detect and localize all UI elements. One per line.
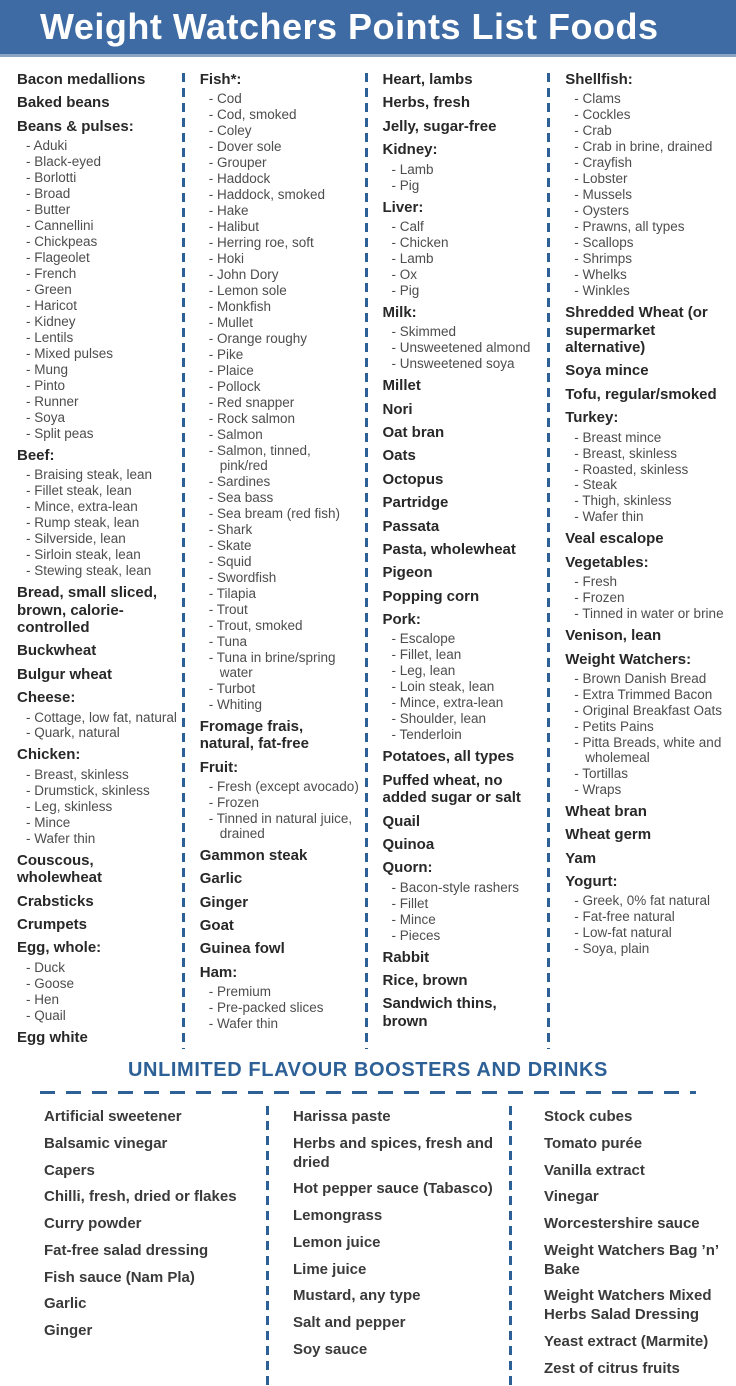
food-list-item: - Sea bream (red fish): [208, 505, 341, 521]
boosters-column-3: [514, 1106, 726, 1386]
food-category-heading: Fruit:: [199, 758, 239, 776]
food-list-item: - Breast, skinless: [574, 445, 678, 461]
food-list-item: - Skimmed: [391, 324, 457, 340]
food-list-item: - Bacon-style rashers: [391, 879, 520, 895]
food-category-heading: Bread, small sliced, brown, calorie-controlled: [17, 584, 158, 636]
food-list-item: - Pig: [391, 177, 420, 193]
food-list-item: - Split peas: [26, 425, 94, 441]
food-category-heading: Ham:: [199, 963, 238, 981]
food-category-heading: Baked beans: [17, 94, 110, 112]
food-list-item: - Greek, 0% fat natural: [574, 893, 711, 909]
food-category-heading: Pork:: [382, 611, 421, 629]
booster-list-item: Garlic: [44, 1295, 87, 1313]
food-category-heading: Veal escalope: [565, 530, 664, 548]
food-list-item: - Flageolet: [26, 250, 90, 266]
food-category-heading: Soya mince: [565, 362, 649, 380]
dashed-divider-horizontal: [40, 1091, 696, 1094]
food-list-item: - Tortillas: [574, 765, 629, 781]
food-category-heading: Buckwheat: [17, 642, 97, 660]
food-list-item: - Cod: [208, 91, 242, 107]
food-list-item: - Fat-free natural: [574, 909, 675, 925]
food-category-heading: Nori: [382, 400, 413, 418]
food-list-item: - Scallops: [574, 235, 634, 251]
food-list-item: - Red snapper: [208, 395, 295, 411]
food-category-heading: Puffed wheat, no added sugar or salt: [382, 771, 521, 807]
food-category-heading: Garlic: [199, 870, 243, 888]
food-list-item: - Brown Danish Bread: [574, 670, 707, 686]
booster-list-item: Vinegar: [544, 1188, 599, 1206]
booster-list-item: Weight Watchers Mixed Herbs Salad Dressing: [544, 1287, 712, 1324]
food-list-item: - Breast, skinless: [26, 766, 129, 782]
booster-list-item: Lemon juice: [293, 1233, 381, 1251]
food-list-item: - Roasted, skinless: [574, 461, 689, 477]
food-category-heading: Ginger: [199, 893, 249, 911]
food-list-item: - Green: [26, 282, 72, 298]
food-list-item: - Lamb: [391, 250, 434, 266]
boosters-column-1: [14, 1106, 266, 1386]
food-list-item: - Unsweetened soya: [391, 356, 515, 372]
booster-list-item: Worcestershire sauce: [544, 1215, 700, 1233]
food-list-item: - Sea bass: [208, 490, 274, 505]
food-list-item: - Sirloin steak, lean: [26, 547, 141, 563]
dashed-divider-vertical: [547, 73, 550, 1049]
food-list-item: - Mince: [26, 814, 71, 830]
food-category-heading: Quorn:: [382, 859, 433, 877]
food-list-item: - Black-eyed: [26, 154, 102, 170]
food-list-item: - Crab: [574, 123, 612, 139]
food-list-item: - Fresh: [574, 574, 618, 590]
food-category-heading: Wheat bran: [565, 802, 647, 820]
food-list-item: - Grouper: [208, 155, 267, 171]
food-list-item: - Breast mince: [574, 429, 662, 445]
food-category-heading: Partridge: [382, 494, 449, 512]
food-column-3: [370, 71, 548, 1049]
food-list-item: - Mung: [26, 361, 69, 377]
food-category-heading: Herbs, fresh: [382, 94, 471, 112]
food-list-item: - Lamb: [391, 161, 434, 177]
food-list-item: - Mince, extra-lean: [391, 695, 504, 711]
food-list-item: - Goose: [26, 975, 75, 991]
booster-list-item: Weight Watchers Bag ’n’ Bake: [544, 1241, 719, 1278]
booster-list-item: Lime juice: [293, 1260, 367, 1278]
food-category-heading: Crabsticks: [17, 892, 94, 910]
booster-list-item: Yeast extract (Marmite): [544, 1332, 709, 1350]
food-category-heading: Beef:: [17, 446, 55, 464]
food-list-item: - Skate: [208, 537, 252, 553]
food-list-item: - Wafer thin: [26, 830, 96, 846]
booster-list-item: Fish sauce (Nam Pla): [44, 1268, 195, 1286]
food-category-heading: Popping corn: [382, 587, 480, 605]
food-list-item: - Rump steak, lean: [26, 515, 140, 531]
booster-list-item: Vanilla extract: [544, 1161, 645, 1179]
dashed-divider-vertical: [509, 1106, 512, 1386]
food-list-item: - Soya: [26, 409, 66, 425]
food-category-heading: Shredded Wheat (or supermarket alternative): [565, 304, 708, 356]
food-category-heading: Rabbit: [382, 948, 430, 966]
food-category-heading: Guinea fowl: [199, 940, 285, 958]
food-category-heading: Egg white: [17, 1028, 88, 1046]
page-title: Weight Watchers Points List Foods: [40, 6, 659, 47]
food-list-item: - Steak: [574, 477, 618, 493]
booster-list-item: Herbs and spices, fresh and dried: [293, 1134, 494, 1171]
boosters-section: [0, 1053, 736, 1386]
food-category-heading: Bulgur wheat: [17, 665, 113, 683]
food-list-item: - Leg, lean: [391, 663, 456, 679]
food-list-item: - Aduki: [26, 138, 68, 154]
food-list-item: - Shoulder, lean: [391, 711, 487, 727]
dashed-divider-vertical: [266, 1106, 269, 1386]
food-category-heading: Shellfish:: [565, 71, 633, 88]
food-list-item: - Wafer thin: [574, 509, 644, 525]
food-list-item: - Cottage, low fat, natural: [26, 709, 177, 725]
food-list-item: - Mince: [391, 911, 436, 927]
food-list-item: - Whelks: [574, 267, 627, 283]
booster-list-item: Soy sauce: [293, 1340, 368, 1358]
food-category-heading: Weight Watchers:: [565, 650, 692, 668]
food-category-heading: Vegetables:: [565, 553, 649, 571]
food-category-heading: Venison, lean: [565, 627, 662, 645]
food-list-item: - Trout, smoked: [208, 617, 303, 633]
food-list-item: - Oysters: [574, 203, 630, 219]
food-list-item: - Trout: [208, 601, 248, 617]
boosters-grid: [0, 1104, 736, 1386]
food-list-item: - Stewing steak, lean: [26, 563, 152, 579]
food-list-item: - Pre-packed slices: [208, 1000, 324, 1016]
food-list-item: - Whiting: [208, 696, 263, 712]
food-list-item: - Mixed pulses: [26, 345, 114, 361]
dashed-divider-vertical: [365, 73, 368, 1049]
food-list-item: - Crayfish: [574, 155, 633, 171]
food-list-item: - Quail: [26, 1007, 66, 1023]
dashed-divider-vertical: [182, 73, 185, 1049]
food-list-item: - Borlotti: [26, 170, 77, 186]
food-list-item: - Frozen: [574, 590, 625, 606]
food-category-heading: Bacon medallions: [17, 71, 146, 88]
food-list-item: - Lemon sole: [208, 283, 287, 299]
food-list-item: - Tuna in brine/spring water: [208, 649, 336, 680]
food-category-heading: Couscous, wholewheat: [17, 851, 103, 887]
food-list-item: - Soya, plain: [574, 941, 650, 957]
food-list-item: - Turbot: [208, 680, 256, 696]
food-category-heading: Passata: [382, 517, 440, 535]
food-category-heading: Potatoes, all types: [382, 748, 515, 766]
booster-list-item: Zest of citrus fruits: [544, 1359, 680, 1377]
food-category-heading: Yam: [565, 849, 597, 867]
food-list-item: - Shrimps: [574, 251, 633, 267]
food-list-item: - Pollock: [208, 379, 261, 395]
food-list-item: - Crab in brine, drained: [574, 139, 713, 155]
food-list-item: - Drumstick, skinless: [26, 782, 150, 798]
food-list-item: - Mince, extra-lean: [26, 499, 138, 515]
food-list-item: - Petits Pains: [574, 718, 654, 734]
food-list-item: - Calf: [391, 218, 424, 234]
food-list-item: - Dover sole: [208, 139, 282, 155]
food-list-item: - Quark, natural: [26, 725, 120, 741]
food-category-heading: Pasta, wholewheat: [382, 540, 516, 558]
title-banner: [0, 0, 736, 57]
food-category-heading: Gammon steak: [199, 846, 308, 864]
food-list-item: - Herring roe, soft: [208, 235, 314, 251]
food-category-heading: Tofu, regular/smoked: [565, 385, 717, 403]
boosters-title: UNLIMITED FLAVOUR BOOSTERS AND DRINKS: [128, 1059, 608, 1082]
food-list-item: - Fillet: [391, 895, 429, 911]
food-list-item: - Wraps: [574, 781, 622, 797]
booster-list-item: Curry powder: [44, 1215, 142, 1233]
booster-list-item: Fat-free salad dressing: [44, 1241, 209, 1259]
food-list-item: - Fillet, lean: [391, 647, 462, 663]
booster-list-item: Tomato purée: [544, 1134, 643, 1152]
food-list-item: - Frozen: [208, 794, 260, 810]
food-list-item: - Unsweetened almond: [391, 340, 531, 356]
booster-list-item: Salt and pepper: [293, 1314, 406, 1332]
food-list-item: - Loin steak, lean: [391, 679, 495, 695]
food-list-item: - Tinned in natural juice, drained: [208, 810, 353, 841]
booster-list-item: Chilli, fresh, dried or flakes: [44, 1188, 237, 1206]
food-category-heading: Wheat germ: [565, 826, 652, 844]
food-list-item: - Mullet: [208, 315, 254, 331]
food-list-item: - Pike: [208, 347, 244, 363]
food-list-item: - Hake: [208, 203, 249, 219]
food-list-item: - Wafer thin: [208, 1016, 279, 1032]
food-list-item: - Fresh (except avocado): [208, 778, 359, 794]
food-list-item: - Silverside, lean: [26, 531, 126, 547]
booster-list-item: Lemongrass: [293, 1207, 383, 1225]
food-list-item: - Clams: [574, 91, 621, 107]
food-list-item: - Tinned in water or brine: [574, 606, 724, 622]
booster-list-item: Stock cubes: [544, 1108, 633, 1126]
booster-list-item: Balsamic vinegar: [44, 1134, 168, 1152]
food-list-item: - Tuna: [208, 633, 248, 649]
food-list-item: - Haricot: [26, 298, 78, 314]
booster-list-item: Capers: [44, 1161, 95, 1179]
booster-list-item: Harissa paste: [293, 1108, 391, 1126]
food-category-heading: Oats: [382, 447, 416, 465]
food-category-heading: Quail: [382, 812, 421, 830]
food-list-item: - Butter: [26, 202, 71, 218]
food-category-heading: Quinoa: [382, 835, 435, 853]
food-list-item: - Leg, skinless: [26, 798, 113, 814]
food-list-item: - Cannellini: [26, 218, 94, 234]
food-list-item: - Original Breakfast Oats: [574, 702, 723, 718]
food-column-1: [4, 71, 182, 1049]
food-category-heading: Beans & pulses:: [17, 117, 134, 135]
food-column-2: [187, 71, 365, 1049]
food-list-item: - Cockles: [574, 107, 631, 123]
food-list-item: - Prawns, all types: [574, 219, 685, 235]
food-list-item: - Halibut: [208, 219, 260, 235]
food-list-item: - Haddock: [208, 171, 271, 187]
food-list-item: - Cod, smoked: [208, 107, 297, 123]
food-list-section: [0, 57, 736, 1053]
food-category-heading: Yogurt:: [565, 873, 618, 890]
food-category-heading: Kidney:: [382, 141, 438, 159]
food-list-item: - Winkles: [574, 283, 630, 299]
food-list-item: - Pig: [391, 282, 420, 298]
food-list-item: - Tilapia: [208, 585, 257, 601]
food-category-heading: Liver:: [382, 198, 424, 216]
booster-list-item: Mustard, any type: [293, 1287, 421, 1305]
food-list-item: - Sardines: [208, 474, 271, 490]
food-category-heading: Cheese:: [17, 689, 76, 707]
food-list-item: - Hen: [26, 991, 60, 1007]
food-list-item: - Salmon: [208, 427, 263, 443]
booster-list-item: Ginger: [44, 1322, 93, 1340]
food-category-heading: Octopus: [382, 470, 444, 488]
food-column-4: [552, 71, 730, 1049]
food-list-item: - Pinto: [26, 377, 66, 393]
food-list-item: - Premium: [208, 984, 272, 1000]
food-list-item: - Broad: [26, 186, 71, 202]
food-category-heading: Milk:: [382, 303, 417, 321]
boosters-column-2: [271, 1106, 509, 1386]
food-list-item: - Lobster: [574, 171, 628, 187]
food-list-item: - Fillet steak, lean: [26, 483, 132, 499]
food-list-item: - Lentils: [26, 329, 74, 345]
food-category-heading: Goat: [199, 917, 234, 935]
food-category-heading: Heart, lambs: [382, 71, 473, 88]
food-list-item: - Escalope: [391, 631, 456, 647]
food-list-item: - Chickpeas: [26, 234, 98, 250]
food-list-item: - Ox: [391, 266, 417, 282]
food-list-item: - Orange roughy: [208, 331, 308, 347]
food-category-heading: Pigeon: [382, 564, 433, 582]
food-list-item: - John Dory: [208, 267, 279, 283]
booster-list-item: Hot pepper sauce (Tabasco): [293, 1180, 493, 1198]
food-category-heading: Crumpets: [17, 915, 88, 933]
food-category-heading: Fish*:: [199, 71, 242, 88]
food-category-heading: Fromage frais, natural, fat-free: [199, 717, 309, 753]
food-category-heading: Oat bran: [382, 423, 445, 441]
food-list-item: - Salmon, tinned, pink/red: [208, 443, 311, 474]
food-list-item: - Squid: [208, 553, 252, 569]
food-category-heading: Millet: [382, 377, 421, 395]
food-list-item: - Hoki: [208, 251, 245, 267]
food-list-item: - Pieces: [391, 927, 441, 943]
food-list-item: - Braising steak, lean: [26, 467, 153, 483]
food-list-item: - Rock salmon: [208, 411, 296, 427]
food-list-item: - Thigh, skinless: [574, 493, 672, 509]
food-list-item: - Plaice: [208, 363, 254, 379]
food-list-item: - Extra Trimmed Bacon: [574, 686, 713, 702]
booster-list-item: Artificial sweetener: [44, 1108, 182, 1126]
food-list-item: - Duck: [26, 959, 66, 975]
food-category-heading: Rice, brown: [382, 972, 468, 990]
food-list-item: - Kidney: [26, 314, 76, 329]
food-list-item: - Tenderloin: [391, 727, 462, 743]
food-list-item: - French: [26, 266, 77, 282]
food-list-item: - Monkfish: [208, 299, 272, 315]
food-list-item: - Chicken: [391, 234, 449, 250]
food-list-item: - Runner: [26, 393, 79, 409]
food-list-item: - Haddock, smoked: [208, 187, 326, 203]
food-category-heading: Jelly, sugar-free: [382, 117, 497, 135]
food-list-item: - Coley: [208, 123, 252, 139]
food-list-item: - Swordfish: [208, 569, 277, 585]
food-list-item: - Pitta Breads, white and wholemeal: [574, 734, 722, 765]
food-category-heading: Turkey:: [565, 409, 619, 427]
food-category-heading: Egg, whole:: [17, 939, 102, 957]
food-list-item: - Mussels: [574, 187, 633, 203]
food-category-heading: Chicken:: [17, 746, 81, 764]
food-list-item: - Low-fat natural: [574, 925, 672, 941]
food-list-item: - Shark: [208, 521, 253, 537]
food-category-heading: Sandwich thins, brown: [382, 995, 497, 1030]
